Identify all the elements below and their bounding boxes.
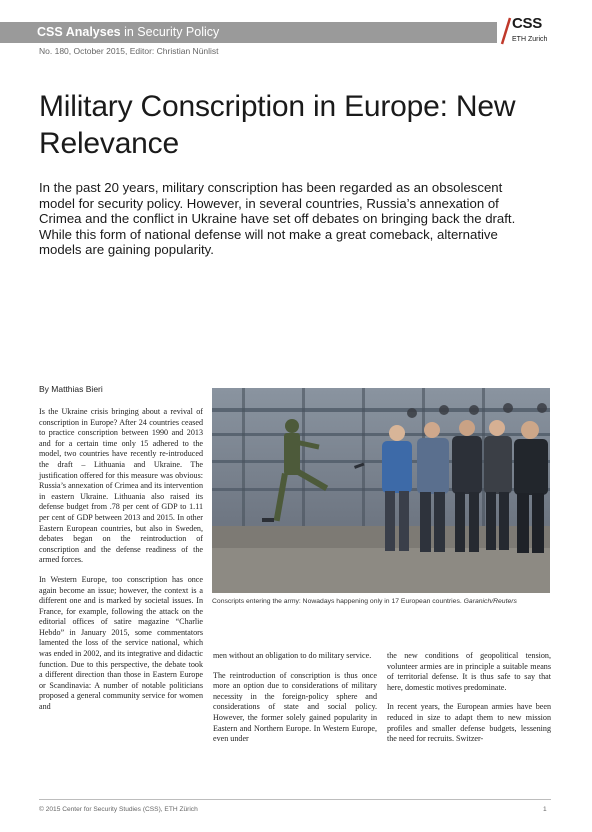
series-brand: CSS Analyses [37, 25, 121, 39]
caption-text: Conscripts entering the army: Nowadays happening only in 17 European countries. [212, 598, 464, 605]
footer-copyright: © 2015 Center for Security Studies (CSS), ETH Zürich [39, 806, 198, 813]
photo-credit: Garanich/Reuters [463, 598, 517, 605]
logo-accent-icon [500, 16, 512, 46]
article-lead: In the past 20 years, military conscription has been regarded as an obsolescent model for security policy. However, in several countries, Russia’s annexation of Crimea and the conflict in Ukraine have set off debates on bringing back the draft. While this form of national defense will not make a great comeback, alternative models are gaining popularity. [39, 180, 516, 258]
photo-caption [212, 598, 557, 605]
byline: By Matthias Bieri [39, 384, 103, 394]
logo-text: CSS [512, 15, 542, 32]
text-column-3 [387, 651, 551, 754]
css-logo [500, 14, 580, 54]
text-column-1 [39, 407, 203, 722]
series-header-bar [0, 22, 497, 43]
series-subtitle: in Security Policy [120, 25, 220, 39]
conscripts-photo [212, 388, 550, 593]
issue-line: No. 180, October 2015, Editor: Christian Nünlist [39, 46, 219, 56]
paragraph: the new conditions of geopolitical tension, volunteer armies are in principle a suitable means of territorial defense. It is thus safe to say that here, domestic motives predominate. [387, 651, 551, 692]
page-number: 1 [543, 806, 547, 813]
paragraph: men without an obligation to do military service. [213, 651, 372, 660]
article-title: Military Conscription in Europe: New Relevance [39, 90, 516, 160]
logo-subtext: ETH Zurich [512, 36, 548, 43]
paragraph: In recent years, the European armies have been reduced in size to adapt them to new mission profiles and smaller defense budgets, lessening the need for recruits. Switzer- [387, 702, 551, 744]
paragraph: The reintroduction of conscription is thus once more an option due to considerations of military necessity in the foreign-policy sphere and considerations of state and social policy. However, the former solely gained popularity in Eastern and Northern Europe. In Western Europe, even under [213, 670, 377, 744]
paragraph: Is the Ukraine crisis bringing about a revival of conscription in Europe? After 24 countries ceased to practice conscription between 1990 and 2013 and for a certain time only 15 adhered to the model, two countries have recently re-introduced the draft – Lithuania and Ukraine. The justification offered for this measure was obvious: Russia’s annexation of Crimea and its intervention in eastern Ukraine. Lithuania also raised its defense budget from .78 per cent of GDP to 1.11 per cent of GDP between 2013 and 2015. In other Eastern European countries, but also in Sweden, debates began on the reintroduction of conscription and the defense readiness of the armed forces. [39, 407, 203, 565]
text-column-2 [213, 651, 377, 754]
footer-divider [39, 799, 551, 800]
paragraph: In Western Europe, too conscription has once again become an issue; however, the context is a different one and is marked by societal issues. In France, for example, following the attack on the editorial offices of satire magazine “Charlie Hebdo” in January 2015, some commentators lamented the loss of the service national, which was ended in 2002, and its integrative and didactic function. Due to this perspective, the debate took a different direction than those in Eastern Europe or Scandinavia: A number of notable politicians proposed a general community service for women and [39, 574, 203, 712]
